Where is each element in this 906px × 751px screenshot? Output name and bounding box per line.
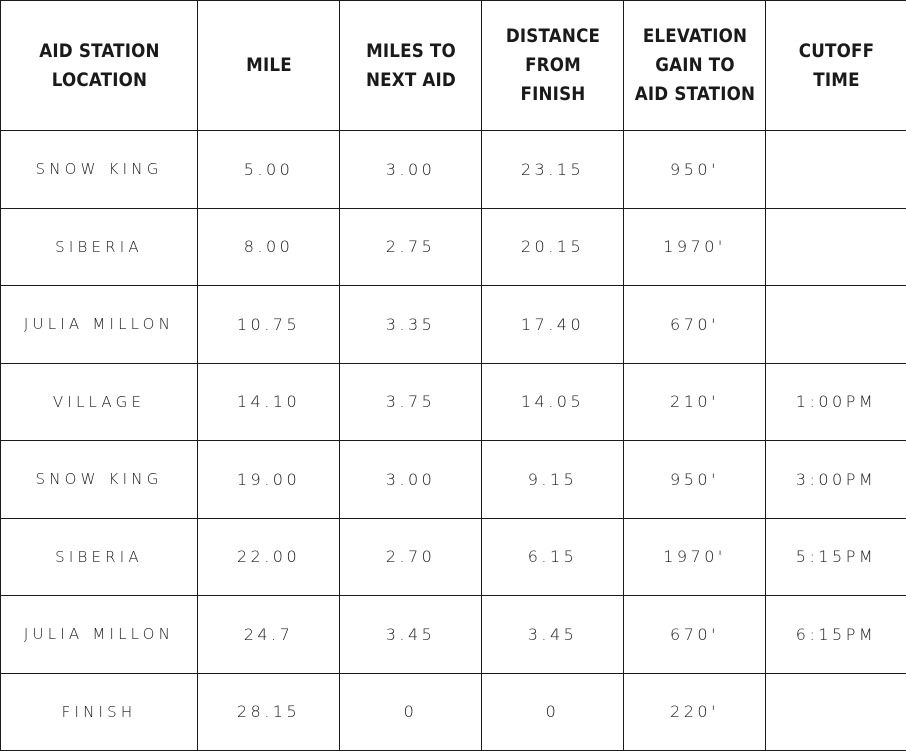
table-row bbox=[1, 673, 906, 751]
cell-location: JULIA MILLON bbox=[1, 596, 198, 674]
cell-location: JULIA MILLON bbox=[1, 286, 198, 364]
cell-miles-to-next-aid: 0 bbox=[340, 673, 482, 751]
header-label: MILE bbox=[245, 54, 292, 76]
cell-elevation-gain: 1970' bbox=[624, 208, 766, 286]
cell-cutoff-time bbox=[766, 131, 906, 209]
cell-miles-to-next-aid: 2.70 bbox=[340, 518, 482, 596]
cell-cutoff-time bbox=[766, 673, 906, 751]
header-label: MILES TO NEXT AID bbox=[365, 39, 456, 91]
cell-mile: 8.00 bbox=[198, 208, 340, 286]
cell-elevation-gain: 950' bbox=[624, 131, 766, 209]
table-row bbox=[1, 208, 906, 286]
table-row bbox=[1, 131, 906, 209]
cell-location: SNOW KING bbox=[1, 441, 198, 519]
cell-mile: 22.00 bbox=[198, 518, 340, 596]
header-distance-from-finish bbox=[490, 1, 615, 131]
table-body bbox=[1, 131, 906, 751]
cell-cutoff-time: 3:00PM bbox=[766, 441, 906, 519]
table-row bbox=[1, 286, 906, 364]
cell-mile: 10.75 bbox=[198, 286, 340, 364]
cell-cutoff-time bbox=[766, 208, 906, 286]
header-label: CUTOFF TIME bbox=[798, 39, 874, 91]
cell-mile: 24.7 bbox=[198, 596, 340, 674]
cell-distance-from-finish: 23.15 bbox=[482, 131, 624, 209]
cell-elevation-gain: 670' bbox=[624, 286, 766, 364]
cell-mile: 14.10 bbox=[198, 363, 340, 441]
cell-location: FINISH bbox=[1, 673, 198, 751]
header-row bbox=[1, 1, 906, 131]
cell-mile: 28.15 bbox=[198, 673, 340, 751]
cell-miles-to-next-aid: 3.35 bbox=[340, 286, 482, 364]
header-miles-to-next-aid bbox=[348, 1, 473, 131]
cell-mile: 5.00 bbox=[198, 131, 340, 209]
cell-cutoff-time bbox=[766, 286, 906, 364]
cell-distance-from-finish: 0 bbox=[482, 673, 624, 751]
header-cutoff-time bbox=[774, 1, 898, 131]
cell-elevation-gain: 210' bbox=[624, 363, 766, 441]
cell-distance-from-finish: 17.40 bbox=[482, 286, 624, 364]
cell-miles-to-next-aid: 3.00 bbox=[340, 441, 482, 519]
cell-distance-from-finish: 6.15 bbox=[482, 518, 624, 596]
cell-cutoff-time: 5:15PM bbox=[766, 518, 906, 596]
cell-location: SIBERIA bbox=[1, 208, 198, 286]
cell-cutoff-time: 1:00PM bbox=[766, 363, 906, 441]
table-row bbox=[1, 596, 906, 674]
cell-miles-to-next-aid: 3.00 bbox=[340, 131, 482, 209]
header-mile bbox=[206, 1, 331, 131]
cell-distance-from-finish: 9.15 bbox=[482, 441, 624, 519]
cell-elevation-gain: 220' bbox=[624, 673, 766, 751]
cell-cutoff-time: 6:15PM bbox=[766, 596, 906, 674]
table-row bbox=[1, 363, 906, 441]
table-row bbox=[1, 518, 906, 596]
cell-location: SIBERIA bbox=[1, 518, 198, 596]
header-elevation-gain bbox=[632, 1, 757, 131]
cell-distance-from-finish: 20.15 bbox=[482, 208, 624, 286]
header-label: DISTANCE FROM FINISH bbox=[505, 25, 600, 105]
cell-distance-from-finish: 3.45 bbox=[482, 596, 624, 674]
header-label: ELEVATION GAIN TO AID STATION bbox=[634, 25, 755, 105]
cell-elevation-gain: 670' bbox=[624, 596, 766, 674]
table-header bbox=[1, 1, 906, 131]
header-aid-station-location bbox=[12, 1, 185, 131]
cell-elevation-gain: 950' bbox=[624, 441, 766, 519]
cell-distance-from-finish: 14.05 bbox=[482, 363, 624, 441]
cell-miles-to-next-aid: 3.75 bbox=[340, 363, 482, 441]
cell-mile: 19.00 bbox=[198, 441, 340, 519]
cell-location: VILLAGE bbox=[1, 363, 198, 441]
cell-miles-to-next-aid: 3.45 bbox=[340, 596, 482, 674]
table-row bbox=[1, 441, 906, 519]
header-label: AID STATION LOCATION bbox=[38, 39, 160, 91]
cell-elevation-gain: 1970' bbox=[624, 518, 766, 596]
cell-location: SNOW KING bbox=[1, 131, 198, 209]
cell-miles-to-next-aid: 2.75 bbox=[340, 208, 482, 286]
